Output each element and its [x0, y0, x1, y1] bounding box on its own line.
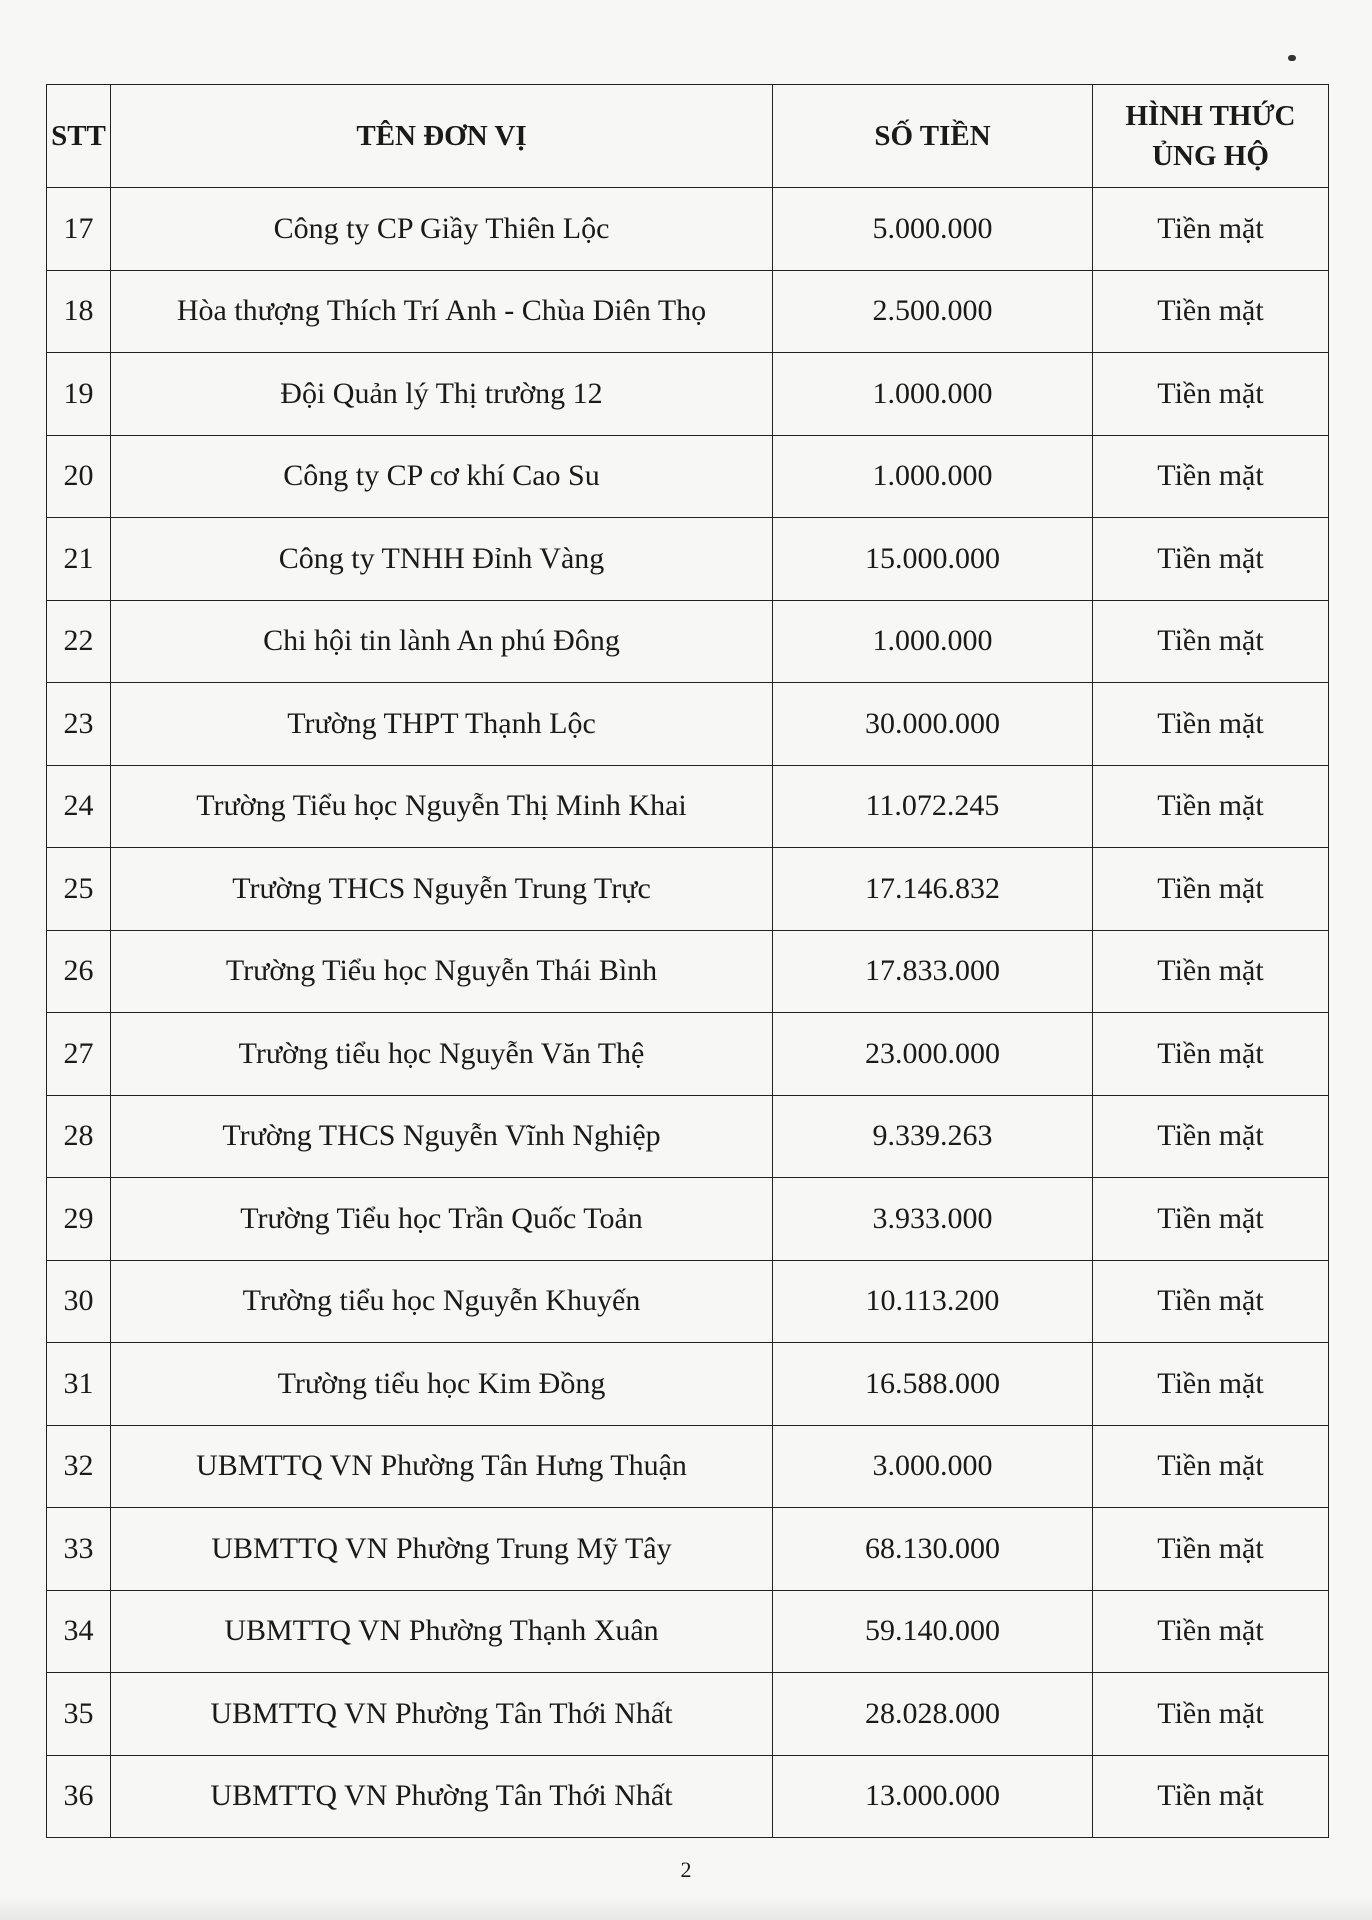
header-method-line1: HÌNH THỨC	[1125, 100, 1296, 132]
cell-stt: 31	[47, 1343, 111, 1426]
cell-name: Công ty CP cơ khí Cao Su	[111, 435, 773, 518]
page-number: 2	[680, 1857, 692, 1882]
cell-stt: 29	[47, 1178, 111, 1261]
cell-name: UBMTTQ VN Phường Tân Thới Nhất	[111, 1755, 773, 1838]
table-row	[47, 848, 1329, 931]
cell-amount: 2.500.000	[773, 270, 1093, 353]
cell-amount: 9.339.263	[773, 1095, 1093, 1178]
cell-method: Tiền mặt	[1093, 1343, 1329, 1426]
cell-stt: 27	[47, 1013, 111, 1096]
cell-method: Tiền mặt	[1093, 848, 1329, 931]
table-row	[47, 435, 1329, 518]
cell-stt: 18	[47, 270, 111, 353]
cell-stt: 26	[47, 930, 111, 1013]
cell-amount: 68.130.000	[773, 1508, 1093, 1591]
table-row	[47, 765, 1329, 848]
cell-name: Trường THCS Nguyễn Vĩnh Nghiệp	[111, 1095, 773, 1178]
table-row	[47, 1095, 1329, 1178]
cell-stt: 33	[47, 1508, 111, 1591]
cell-name: Chi hội tin lành An phú Đông	[111, 600, 773, 683]
table-row	[47, 1178, 1329, 1261]
cell-stt: 35	[47, 1673, 111, 1756]
cell-name: Trường THPT Thạnh Lộc	[111, 683, 773, 766]
cell-stt: 36	[47, 1755, 111, 1838]
cell-stt: 22	[47, 600, 111, 683]
scan-edge-shadow	[0, 1896, 1372, 1920]
cell-method: Tiền mặt	[1093, 1095, 1329, 1178]
table-row	[47, 1508, 1329, 1591]
header-method-line2: ỦNG HỘ	[1152, 140, 1269, 172]
cell-amount: 17.833.000	[773, 930, 1093, 1013]
cell-name: UBMTTQ VN Phường Trung Mỹ Tây	[111, 1508, 773, 1591]
cell-amount: 59.140.000	[773, 1590, 1093, 1673]
cell-name: Trường Tiểu học Nguyễn Thị Minh Khai	[111, 765, 773, 848]
cell-amount: 10.113.200	[773, 1260, 1093, 1343]
table-row	[47, 518, 1329, 601]
cell-name: Trường Tiểu học Nguyễn Thái Bình	[111, 930, 773, 1013]
cell-amount: 16.588.000	[773, 1343, 1093, 1426]
cell-stt: 30	[47, 1260, 111, 1343]
cell-method: Tiền mặt	[1093, 270, 1329, 353]
table-row	[47, 1260, 1329, 1343]
scan-mark	[1288, 55, 1296, 61]
cell-amount: 1.000.000	[773, 600, 1093, 683]
cell-amount: 11.072.245	[773, 765, 1093, 848]
cell-method: Tiền mặt	[1093, 1508, 1329, 1591]
cell-stt: 32	[47, 1425, 111, 1508]
cell-stt: 19	[47, 353, 111, 436]
cell-amount: 30.000.000	[773, 683, 1093, 766]
cell-method: Tiền mặt	[1093, 930, 1329, 1013]
cell-name: Công ty CP Giầy Thiên Lộc	[111, 188, 773, 271]
table-row	[47, 188, 1329, 271]
cell-method: Tiền mặt	[1093, 765, 1329, 848]
cell-method: Tiền mặt	[1093, 435, 1329, 518]
cell-method: Tiền mặt	[1093, 1013, 1329, 1096]
cell-method: Tiền mặt	[1093, 1260, 1329, 1343]
cell-method: Tiền mặt	[1093, 1425, 1329, 1508]
cell-amount: 28.028.000	[773, 1673, 1093, 1756]
table-row	[47, 270, 1329, 353]
cell-method: Tiền mặt	[1093, 1755, 1329, 1838]
cell-amount: 3.000.000	[773, 1425, 1093, 1508]
cell-method: Tiền mặt	[1093, 518, 1329, 601]
cell-name: Trường Tiểu học Trần Quốc Toản	[111, 1178, 773, 1261]
cell-amount: 23.000.000	[773, 1013, 1093, 1096]
cell-method: Tiền mặt	[1093, 353, 1329, 436]
table-row	[47, 600, 1329, 683]
cell-stt: 23	[47, 683, 111, 766]
cell-name: Đội Quản lý Thị trường 12	[111, 353, 773, 436]
cell-amount: 1.000.000	[773, 353, 1093, 436]
cell-stt: 34	[47, 1590, 111, 1673]
header-stt: STT	[47, 85, 111, 188]
cell-stt: 24	[47, 765, 111, 848]
cell-name: UBMTTQ VN Phường Thạnh Xuân	[111, 1590, 773, 1673]
table-row	[47, 1673, 1329, 1756]
donation-table	[46, 84, 1329, 1838]
cell-method: Tiền mặt	[1093, 600, 1329, 683]
cell-stt: 21	[47, 518, 111, 601]
cell-amount: 17.146.832	[773, 848, 1093, 931]
table-row	[47, 930, 1329, 1013]
cell-name: Hòa thượng Thích Trí Anh - Chùa Diên Thọ	[111, 270, 773, 353]
table-row	[47, 1343, 1329, 1426]
cell-stt: 28	[47, 1095, 111, 1178]
cell-name: Trường THCS Nguyễn Trung Trực	[111, 848, 773, 931]
cell-stt: 17	[47, 188, 111, 271]
header-method	[1093, 85, 1329, 188]
table-body	[47, 188, 1329, 1838]
header-name: TÊN ĐƠN VỊ	[111, 85, 773, 188]
cell-stt: 20	[47, 435, 111, 518]
table-row	[47, 353, 1329, 436]
cell-amount: 13.000.000	[773, 1755, 1093, 1838]
cell-method: Tiền mặt	[1093, 1178, 1329, 1261]
cell-name: Trường tiểu học Nguyễn Khuyến	[111, 1260, 773, 1343]
cell-amount: 15.000.000	[773, 518, 1093, 601]
table-header	[47, 85, 1329, 188]
cell-name: UBMTTQ VN Phường Tân Hưng Thuận	[111, 1425, 773, 1508]
table-row	[47, 683, 1329, 766]
table-row	[47, 1590, 1329, 1673]
cell-name: UBMTTQ VN Phường Tân Thới Nhất	[111, 1673, 773, 1756]
cell-name: Công ty TNHH Đỉnh Vàng	[111, 518, 773, 601]
cell-amount: 1.000.000	[773, 435, 1093, 518]
cell-method: Tiền mặt	[1093, 1673, 1329, 1756]
cell-name: Trường tiểu học Kim Đồng	[111, 1343, 773, 1426]
cell-stt: 25	[47, 848, 111, 931]
cell-amount: 5.000.000	[773, 188, 1093, 271]
cell-name: Trường tiểu học Nguyễn Văn Thệ	[111, 1013, 773, 1096]
table-row	[47, 1013, 1329, 1096]
cell-method: Tiền mặt	[1093, 1590, 1329, 1673]
header-amount: SỐ TIỀN	[773, 85, 1093, 188]
header-row	[47, 85, 1329, 188]
table-row	[47, 1425, 1329, 1508]
cell-method: Tiền mặt	[1093, 683, 1329, 766]
table-row	[47, 1755, 1329, 1838]
cell-amount: 3.933.000	[773, 1178, 1093, 1261]
cell-method: Tiền mặt	[1093, 188, 1329, 271]
